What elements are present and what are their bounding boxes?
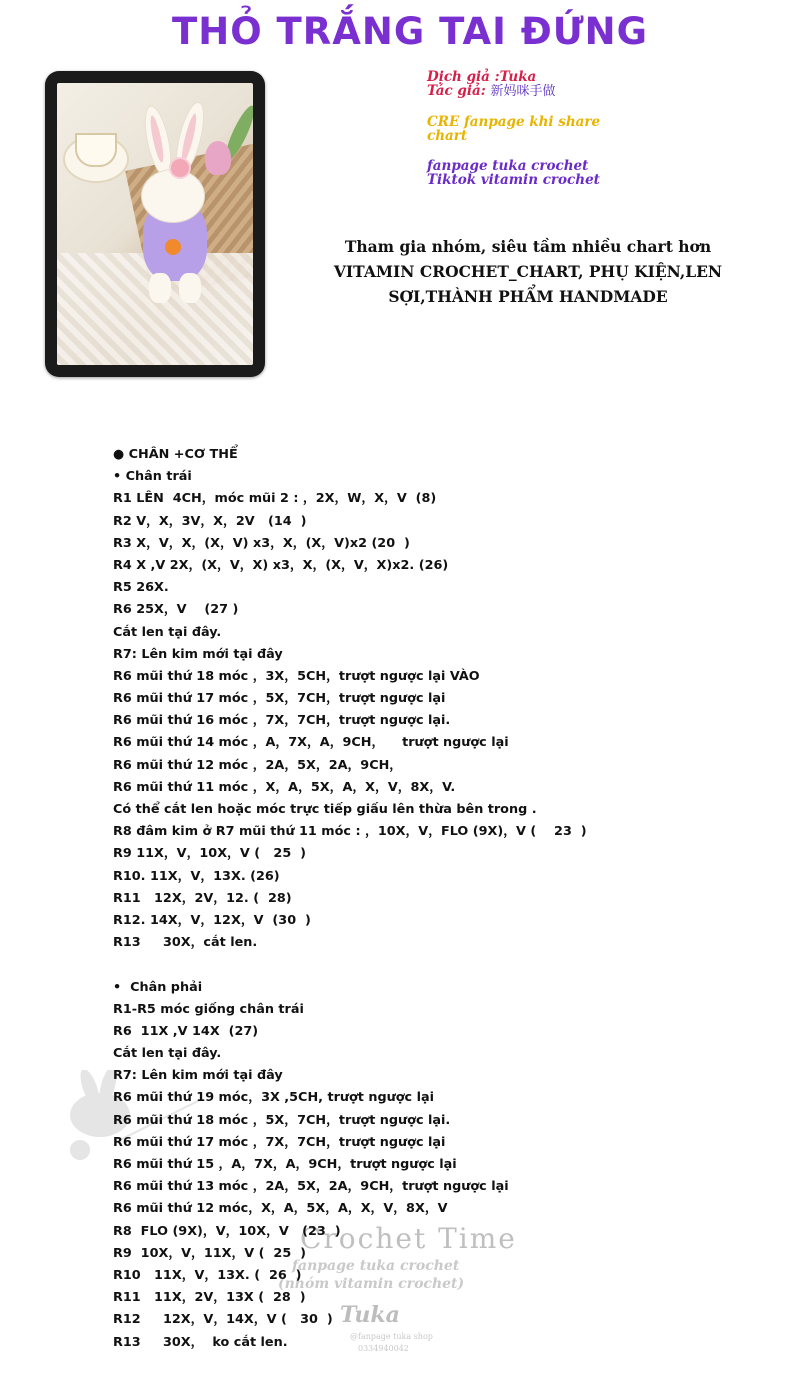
pattern-line: R6 mũi thứ 16 móc ，7X，7CH，trượt ngược lại.: [113, 713, 451, 729]
pattern-line: R6 25X，V (27 ): [113, 602, 239, 618]
pattern-line: Cắt len tại đây.: [113, 1046, 222, 1062]
pattern-line: R6 mũi thứ 19 móc，3X ,5CH, trượt ngược lại: [113, 1090, 434, 1106]
pattern-line: R1 LÊN 4CH，móc mũi 2 : ，2X，W，X，V (8): [113, 491, 437, 507]
pattern-line: R7: Lên kim mới tại đây: [113, 646, 283, 662]
pattern-line: R4 X ,V 2X，(X，V，X) x3，X，(X，V，X)x2. (26): [113, 557, 449, 573]
pattern-line: R6 mũi thứ 12 móc ，2A，5X，2A，9CH，: [113, 757, 403, 773]
watermark-fanpage: fanpage tuka crochet: [292, 1258, 460, 1274]
cre-note: CRE fanpage khi share: [427, 114, 601, 130]
pattern-line: R13 30X， ko cắt len.: [113, 1334, 288, 1350]
pattern-line: R13 30X，cắt len.: [113, 935, 258, 951]
pattern-line: • Chân phải: [113, 979, 203, 995]
pattern-line: R1-R5 móc giống chân trái: [113, 1001, 304, 1017]
pattern-line: R8 đâm kim ở R7 mũi thứ 11 móc : ，10X，V，FLO (9X)，V ( 23 ): [113, 824, 587, 840]
pattern-line: R6 mũi thứ 17 móc ，7X，7CH，trượt ngược lại: [113, 1134, 446, 1150]
pattern-line: R8 FLO (9X)，V，10X，V (23 ): [113, 1223, 341, 1239]
pattern-line: R10. 11X，V，13X. (26): [113, 868, 280, 884]
pattern-line: R10 11X，V，13X. ( 26 ): [113, 1267, 302, 1283]
pattern-line: R6 11X ,V 14X (27): [113, 1023, 259, 1039]
cre-note-2: chart: [427, 128, 468, 144]
tiktok-line: Tiktok vitamin crochet: [427, 172, 600, 188]
pattern-line: R6 mũi thứ 13 móc ，2A，5X，2A，9CH，trượt ngược lại: [113, 1179, 509, 1195]
join-group-note: Tham gia nhóm, siêu tầm nhiều chart hơn VITAMIN CROCHET_CHART, PHỤ KIỆN,LEN SỢI,THÀNH PHẨM HANDMADE: [333, 237, 723, 306]
pattern-line: R5 26X.: [113, 580, 169, 596]
pattern-line: R9 11X，V，10X，V ( 25 ): [113, 846, 306, 862]
pattern-instructions: [113, 444, 713, 1354]
pattern-line: R3 X，V，X，(X，V) x3，X，(X，V)x2 (20 ): [113, 535, 410, 551]
pattern-line: Có thể cắt len hoặc móc trực tiếp giấu lên thừa bên trong .: [113, 802, 537, 817]
right-leg-block: [113, 977, 713, 1354]
pattern-line: R6 mũi thứ 11 móc ，X，A，5X，A，X，V，8X，V.: [113, 779, 456, 795]
tablet-photo-frame: [45, 71, 265, 377]
pattern-line: R6 mũi thứ 17 móc ，5X，7CH，trượt ngược lại: [113, 691, 446, 707]
watermark-phone: 0334940042: [358, 1344, 409, 1353]
pattern-line: Cắt len tại đây.: [113, 624, 222, 640]
pattern-line: R9 10X，V，11X，V ( 25 ): [113, 1245, 306, 1261]
watermark-shop: @fanpage tuka shop: [350, 1332, 433, 1341]
page-title: THỎ TRẮNG TAI ĐỨNG: [171, 10, 649, 53]
credits-block: [427, 70, 600, 187]
pattern-line: R6 mũi thứ 15 ，A，7X，A，9CH，trượt ngược lại: [113, 1157, 457, 1172]
watermark-logo: Crochet Time: [300, 1222, 517, 1255]
pattern-line: R12 12X，V，14X，V ( 30 ): [113, 1312, 333, 1328]
pattern-line: R11 11X，2V，13X ( 28 ): [113, 1290, 306, 1306]
pattern-line: R6 mũi thứ 18 móc ，3X，5CH，trượt ngược lại VÀO: [113, 668, 480, 684]
pattern-line: R6 mũi thứ 14 móc ，A，7X，A，9CH， trượt ngược lại: [113, 735, 509, 751]
pattern-line: R11 12X，2V，12. ( 28): [113, 890, 292, 906]
author-line: Tác giả: 新妈咪手做: [427, 83, 556, 99]
fanpage-line: fanpage tuka crochet: [427, 158, 589, 174]
watermark-signature: Tuka: [340, 1302, 400, 1328]
watermark-group: (nhóm vitamin crochet): [278, 1276, 465, 1292]
pattern-line: R7: Lên kim mới tại đây: [113, 1068, 283, 1084]
pattern-line: R12. 14X，V，12X，V (30 ): [113, 912, 311, 928]
left-leg-block: [113, 466, 713, 954]
section-heading: ● CHÂN +CƠ THỂ: [113, 447, 238, 462]
pattern-line: R6 mũi thứ 18 móc ，5X，7CH，trượt ngược lại.: [113, 1112, 451, 1128]
pattern-line: • Chân trái: [113, 469, 192, 485]
translator-line: Dịch giả :Tuka: [427, 69, 537, 85]
pattern-line: R2 V，X，3V，X，2V (14 ): [113, 513, 307, 529]
bunny-photo: [57, 83, 253, 365]
pattern-line: R6 mũi thứ 12 móc，X，A，5X，A，X，V，8X，V: [113, 1201, 448, 1217]
